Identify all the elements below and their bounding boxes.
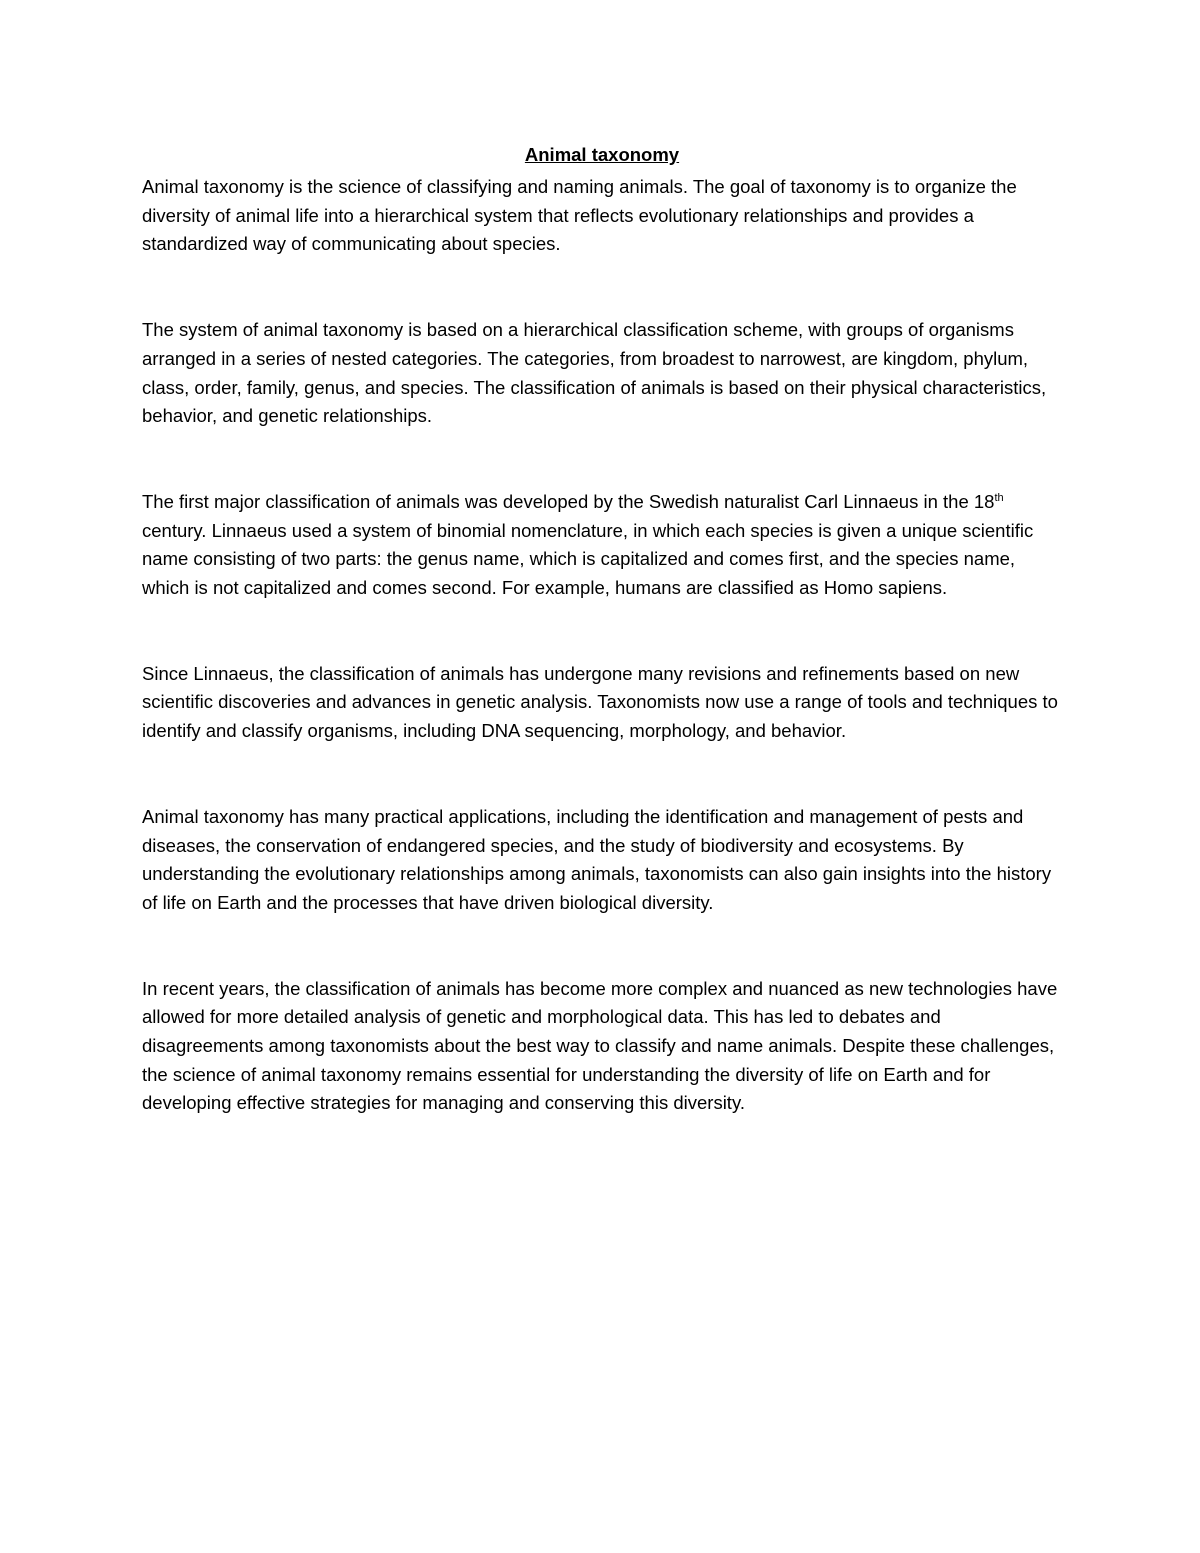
ordinal-superscript: th (994, 491, 1004, 504)
document-title: Animal taxonomy (524, 144, 680, 165)
paragraph-intro: Animal taxonomy is the science of classifying and naming animals. The goal of taxonomy is to organize the diversity of animal life into a hierarchical system that reflects evolutionary relationships and provides a standardized way of communicating about species. (142, 176, 1017, 255)
paragraph-linnaeus-part-1: The first major classification of animals was developed by the Swedish naturalist Carl Linnaeus in the 18 (142, 490, 995, 512)
paragraph-recent-years: In recent years, the classification of animals has become more complex and nuanced as new technologies have allowed for more detailed analysis of genetic and morphological data. This has led to debates and disagreements among taxonomists about the best way to classify and name animals. Despite these challenges, the science of animal taxonomy remains essential for understanding the diversity of life on Earth and for developing effective strategies for managing and conserving this diversity. (142, 977, 1058, 1114)
paragraph-revisions: Since Linnaeus, the classification of animals has undergone many revisions and refinements based on new scientific discoveries and advances in genetic analysis. Taxonomists now use a range of tools and techniques to identify and classify organisms, including DNA sequencing, morphology, and behavior. (142, 662, 1058, 742)
paragraph-hierarchy: The system of animal taxonomy is based on a hierarchical classification scheme, with groups of organisms arranged in a series of nested categories. The categories, from broadest to narrowest, are kingdom, phylum, class, order, family, genus, and species. The classification of animals is based on their physical characteristics, behavior, and genetic relationships. (142, 319, 1047, 427)
paragraph-linnaeus (142, 488, 1062, 603)
paragraph-applications: Animal taxonomy has many practical applications, including the identification and management of pests and diseases, the conservation of endangered species, and the study of biodiversity and ecosystems. By understanding the evolutionary relationships among animals, taxonomists can also gain insights into the history of life on Earth and the processes that have driven biological diversity. (142, 805, 1052, 913)
paragraph-linnaeus-part-2: century. Linnaeus used a system of binomial nomenclature, in which each species is given a unique scientific name consisting of two parts: the genus name, which is capitalized and comes first, and the species name, which is not capitalized and comes second. For example, humans are classified as Homo sapiens. (142, 519, 1034, 599)
document-page (142, 140, 1062, 1175)
